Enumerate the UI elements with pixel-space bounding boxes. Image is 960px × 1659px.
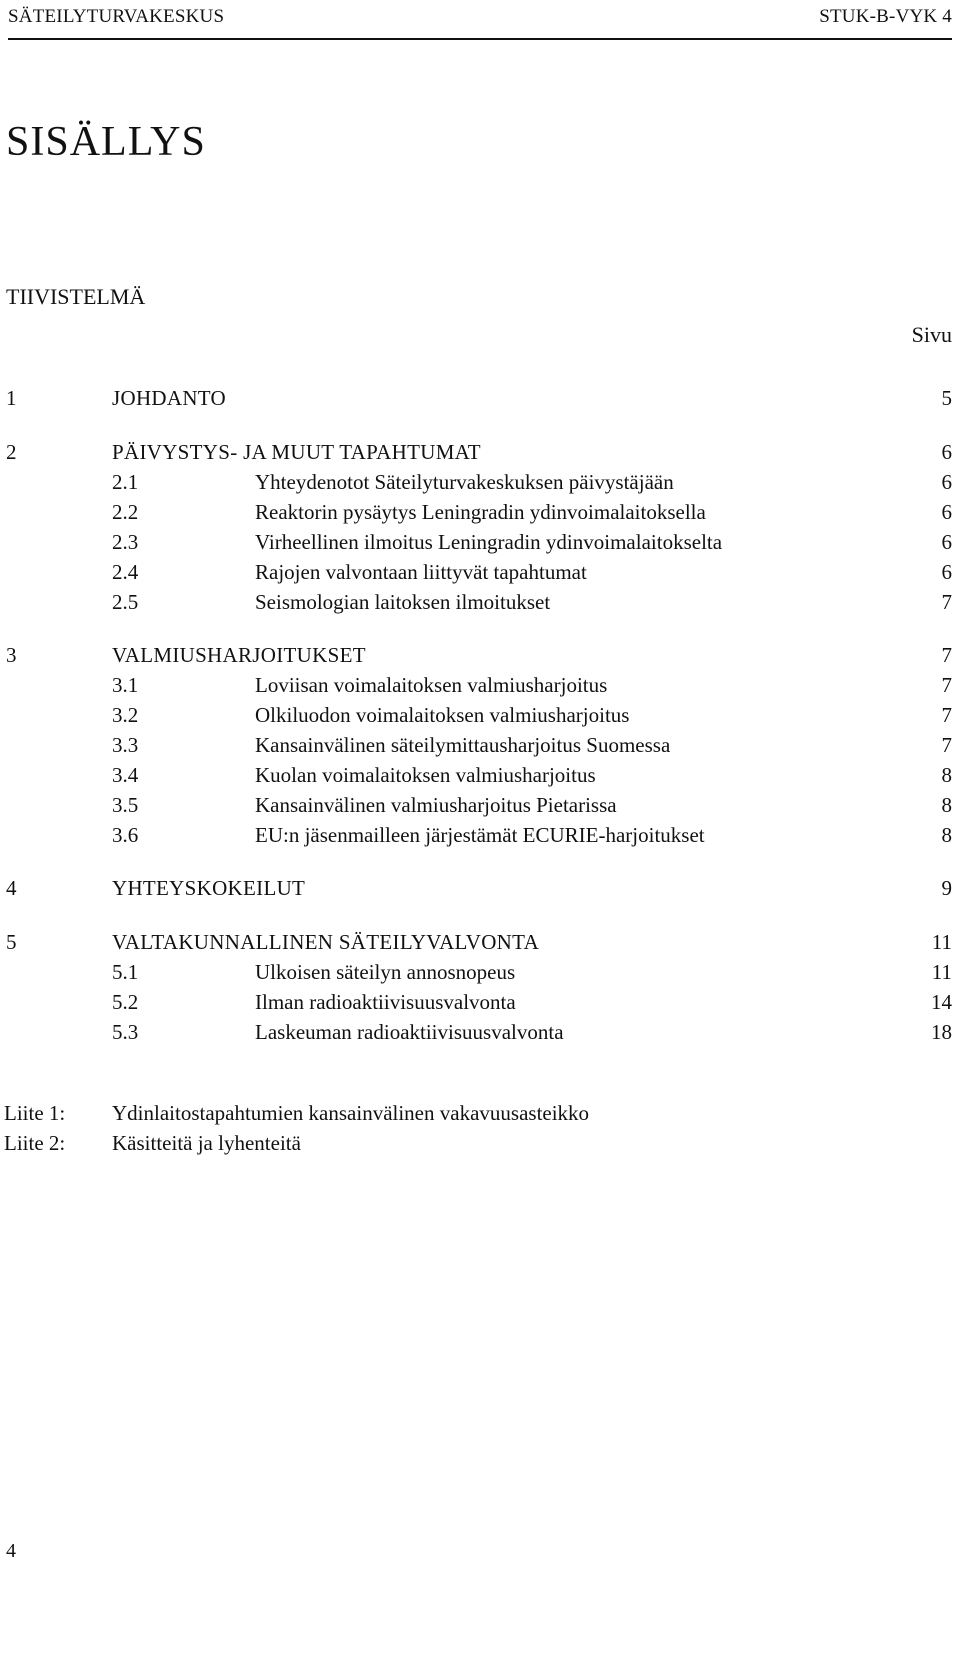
running-header bbox=[8, 4, 952, 40]
toc-entry-2-1 bbox=[0, 467, 960, 497]
toc-entry-title: Ulkoisen säteilyn annosnopeus bbox=[255, 960, 516, 984]
toc-entry-5-1 bbox=[0, 957, 960, 987]
toc-entry-3-5 bbox=[0, 790, 960, 820]
toc-entry-number: 2.2 bbox=[112, 500, 139, 524]
toc-entry-3-4 bbox=[0, 760, 960, 790]
toc-entry-3-2 bbox=[0, 700, 960, 730]
toc-entry-title: JOHDANTO bbox=[112, 386, 227, 410]
appendix-entry-1 bbox=[0, 1098, 960, 1128]
toc-entry-3-1 bbox=[0, 670, 960, 700]
toc-entry-5-3 bbox=[0, 1017, 960, 1047]
toc-entry-page: 9 bbox=[941, 876, 952, 900]
toc-entry-number: 5.2 bbox=[112, 990, 139, 1014]
toc-entry-number: 3.3 bbox=[112, 733, 139, 757]
toc-entry-page: 11 bbox=[931, 930, 952, 954]
toc-entry-page: 8 bbox=[941, 823, 952, 847]
toc-entry-title: Seismologian laitoksen ilmoitukset bbox=[255, 590, 551, 614]
toc-entry-page: 6 bbox=[941, 500, 952, 524]
toc-entry-2 bbox=[0, 437, 960, 467]
toc-entry-number: 2.5 bbox=[112, 590, 139, 614]
toc-entry-2-5 bbox=[0, 587, 960, 617]
toc-entry-5-2 bbox=[0, 987, 960, 1017]
toc-entry-title: Loviisan voimalaitoksen valmiusharjoitus bbox=[255, 673, 608, 697]
toc-entry-2-3 bbox=[0, 527, 960, 557]
toc-entry-title: Reaktorin pysäytys Leningradin ydinvoimalaitoksella bbox=[255, 500, 706, 524]
appendix-entry-2 bbox=[0, 1128, 960, 1158]
page-column-label: Sivu bbox=[911, 322, 952, 347]
toc-entry-page: 6 bbox=[941, 470, 952, 494]
toc-entry-title: Rajojen valvontaan liittyvät tapahtumat bbox=[255, 560, 587, 584]
toc-entry-page: 6 bbox=[941, 530, 952, 554]
toc-entry-5 bbox=[0, 927, 960, 957]
toc-entry-page: 7 bbox=[941, 643, 952, 667]
toc-entry-1 bbox=[0, 383, 960, 413]
toc-entry-number: 3.5 bbox=[112, 793, 139, 817]
appendix-title: Ydinlaitostapahtumien kansainvälinen vakavuusasteikko bbox=[112, 1101, 590, 1125]
toc-entry-2-4 bbox=[0, 557, 960, 587]
toc-entry-title: EU:n jäsenmailleen järjestämät ECURIE-harjoitukset bbox=[255, 823, 705, 847]
toc-entry-title: Ilman radioaktiivisuusvalvonta bbox=[255, 990, 516, 1014]
toc-entry-number: 5.1 bbox=[112, 960, 139, 984]
toc-entry-page: 18 bbox=[931, 1020, 952, 1044]
toc-entry-4 bbox=[0, 873, 960, 903]
toc-entry-title: VALTAKUNNALLINEN SÄTEILYVALVONTA bbox=[112, 930, 540, 954]
toc-entry-2-2 bbox=[0, 497, 960, 527]
toc-entry-number: 5.3 bbox=[112, 1020, 139, 1044]
toc-entry-number: 3.1 bbox=[112, 673, 139, 697]
toc-entry-page: 11 bbox=[931, 960, 952, 984]
toc-entry-title: Olkiluodon voimalaitoksen valmiusharjoitus bbox=[255, 703, 630, 727]
toc-entry-page: 7 bbox=[941, 733, 952, 757]
toc-entry-title: PÄIVYSTYS- JA MUUT TAPAHTUMAT bbox=[112, 440, 481, 464]
toc-entry-title: Kuolan voimalaitoksen valmiusharjoitus bbox=[255, 763, 596, 787]
toc-entry-number: 3 bbox=[6, 643, 17, 667]
page-number: 4 bbox=[6, 1540, 16, 1562]
toc-entry-number: 3.4 bbox=[112, 763, 139, 787]
toc-entry-number: 2.3 bbox=[112, 530, 139, 554]
toc-entry-title: Kansainvälinen valmiusharjoitus Pietarissa bbox=[255, 793, 617, 817]
toc-entry-number: 2.4 bbox=[112, 560, 139, 584]
toc-entry-number: 2.1 bbox=[112, 470, 139, 494]
toc-entry-page: 5 bbox=[941, 386, 952, 410]
toc-entry-number: 4 bbox=[6, 876, 17, 900]
toc-entry-3-3 bbox=[0, 730, 960, 760]
toc-entry-title: YHTEYSKOKEILUT bbox=[112, 876, 306, 900]
toc-entry-page: 7 bbox=[941, 590, 952, 614]
page-title: SISÄLLYS bbox=[6, 119, 206, 165]
toc-entry-page: 6 bbox=[941, 440, 952, 464]
toc-abstract-heading: TIIVISTELMÄ bbox=[6, 284, 146, 309]
toc-entry-number: 3.6 bbox=[112, 823, 139, 847]
appendix-label: Liite 2: bbox=[4, 1131, 66, 1155]
toc-entry-3 bbox=[0, 640, 960, 670]
toc-entry-number: 1 bbox=[6, 386, 17, 410]
header-publisher: SÄTEILYTURVAKESKUS bbox=[8, 6, 225, 27]
toc-entry-page: 8 bbox=[941, 793, 952, 817]
toc-entry-page: 6 bbox=[941, 560, 952, 584]
toc-entry-title: Kansainvälinen säteilymittausharjoitus Suomessa bbox=[255, 733, 671, 757]
toc-entry-page: 7 bbox=[941, 703, 952, 727]
toc-entry-title: Virheellinen ilmoitus Leningradin ydinvoimalaitokselta bbox=[255, 530, 723, 554]
header-series: STUK-B-VYK 4 bbox=[819, 6, 952, 27]
toc-entry-page: 7 bbox=[941, 673, 952, 697]
toc-entry-number: 3.2 bbox=[112, 703, 139, 727]
appendix-label: Liite 1: bbox=[4, 1101, 66, 1125]
toc-entry-number: 5 bbox=[6, 930, 17, 954]
toc-entry-title: Yhteydenotot Säteilyturvakeskuksen päivystäjään bbox=[255, 470, 674, 494]
toc-entry-number: 2 bbox=[6, 440, 17, 464]
toc-entry-page: 14 bbox=[931, 990, 952, 1014]
appendix-title: Käsitteitä ja lyhenteitä bbox=[112, 1131, 301, 1155]
toc-entry-title: VALMIUSHARJOITUKSET bbox=[112, 643, 366, 667]
toc-entry-3-6 bbox=[0, 820, 960, 850]
toc-entry-title: Laskeuman radioaktiivisuusvalvonta bbox=[255, 1020, 564, 1044]
toc-entry-page: 8 bbox=[941, 763, 952, 787]
